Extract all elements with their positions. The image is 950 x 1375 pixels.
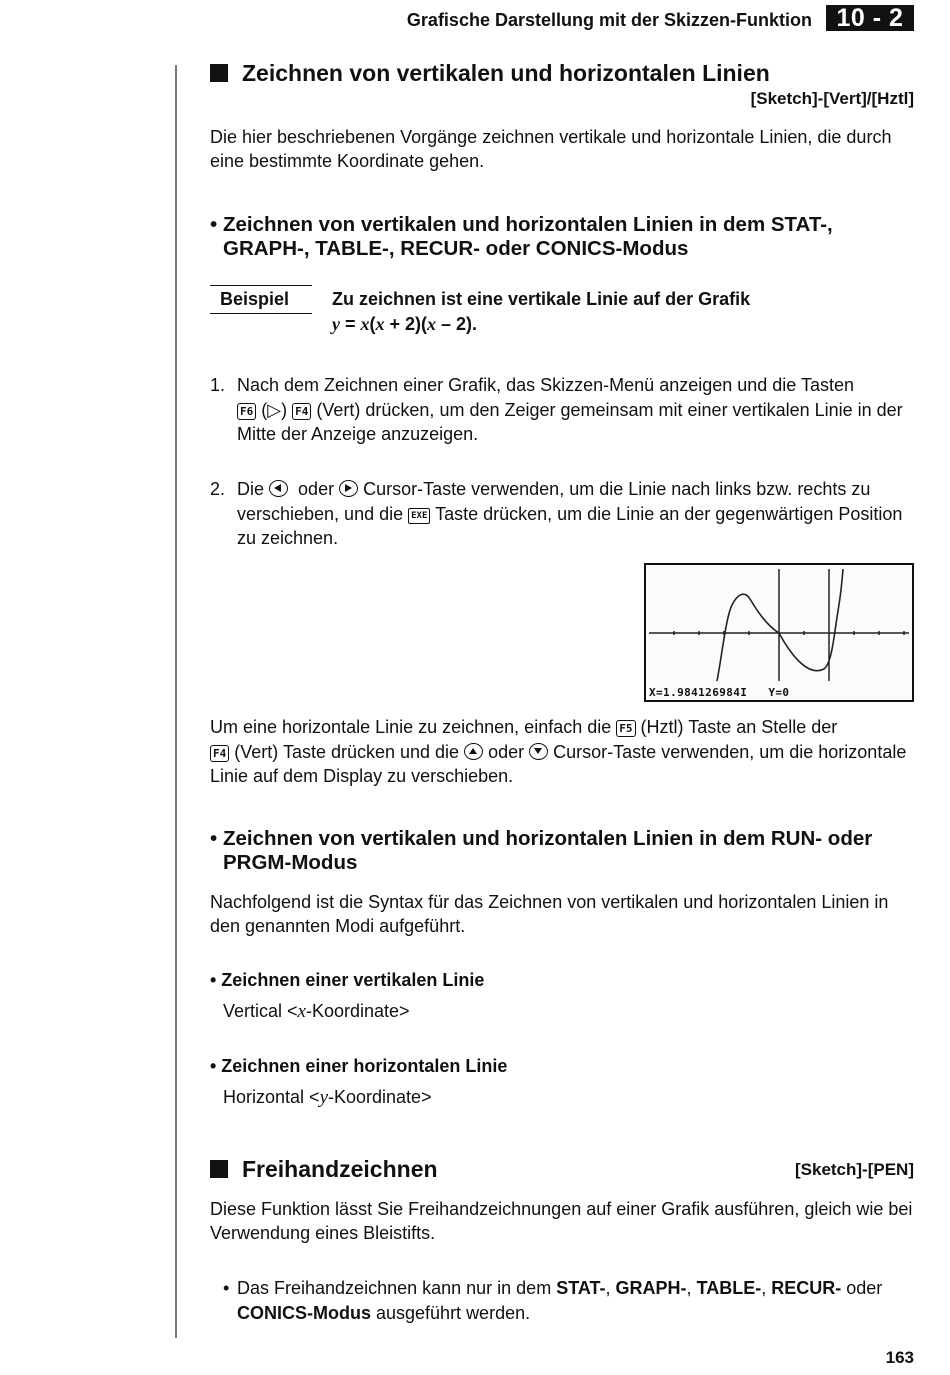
running-header-title: Grafische Darstellung mit der Skizzen-Funktion [406, 10, 812, 30]
f4-key-icon: F4 [292, 403, 311, 420]
intro-paragraph: Die hier beschriebenen Vorgänge zeichnen vertikale und horizontale Linien, die durch eine bestimmte Koordinate gehen. [210, 127, 892, 171]
graph-plot [646, 565, 912, 700]
vertical-syntax-heading: • Zeichnen einer vertikalen Linie [210, 970, 485, 990]
f4-key-icon: F4 [210, 745, 229, 762]
exe-key-icon: EXE [408, 508, 430, 524]
subsection-heading: • Zeichnen von vertikalen und horizontalen Linien in dem STAT-, GRAPH-, TABLE-, RECUR- oder CONICS-Modus [210, 213, 833, 260]
subsection-heading-run: • Zeichnen von vertikalen und horizontalen Linien in dem RUN- oder PRGM-Modus [210, 827, 873, 874]
example-label: Beispiel [210, 285, 312, 314]
freehand-intro: Diese Funktion lässt Sie Freihandzeichnungen auf einer Grafik ausführen, gleich wie bei Verwendung eines Bleistifts. [210, 1199, 913, 1243]
function-curve [717, 569, 843, 681]
margin-rule [175, 65, 177, 1338]
horizontal-line-paragraph: Um eine horizontale Linie zu zeichnen, einfach die F5 (Hztl) Taste an Stelle der F4 (Vert) Taste drücken und die oder Cursor-Taste verwenden, um die horizontale Linie auf dem Display zu verschieben. [210, 717, 907, 786]
f6-key-icon: F6 [237, 403, 256, 420]
down-arrow-key-icon [529, 743, 548, 760]
horizontal-syntax: Horizontal <y-Koordinate> [223, 1087, 432, 1108]
chapter-badge: 10 - 2 [826, 5, 914, 31]
page-number: 163 [885, 1348, 914, 1367]
vertical-syntax: Vertical <x-Koordinate> [223, 1001, 410, 1022]
freehand-note: • Das Freihandzeichnen kann nur in dem STAT-, GRAPH-, TABLE-, RECUR- oder CONICS-Modus ausgeführt werden. [223, 1278, 883, 1323]
square-bullet-icon [210, 1160, 228, 1178]
section-title-freehand: Freihandzeichnen [210, 1156, 438, 1183]
square-bullet-icon [210, 64, 228, 82]
left-arrow-key-icon [269, 480, 288, 497]
calculator-screen [644, 563, 914, 702]
step-2: 2. Die oder Cursor-Taste verwenden, um die Linie nach links bzw. rechts zu verschieben, und die EXE Taste drücken, um die Linie an der gegenwärtigen Position zu zeichnen. [210, 479, 903, 548]
key-reference-pen: [Sketch]-[PEN] [794, 1160, 914, 1179]
key-reference: [Sketch]-[Vert]/[Hztl] [750, 89, 914, 108]
right-arrow-key-icon [339, 480, 358, 497]
horizontal-syntax-heading: • Zeichnen einer horizontalen Linie [210, 1056, 508, 1076]
example-equation: y = x(x + 2)(x – 2). [332, 314, 478, 334]
syntax-intro: Nachfolgend ist die Syntax für das Zeichnen von vertikalen und horizontalen Linien in den genannten Modi aufgeführt. [210, 892, 889, 936]
example-text: Zu zeichnen ist eine vertikale Linie auf der Grafik y = x(x + 2)(x – 2). [332, 287, 750, 337]
coordinate-readout: X=1.984126984I Y=0 [649, 686, 790, 699]
f5-key-icon: F5 [616, 720, 635, 737]
up-arrow-key-icon [464, 743, 483, 760]
step-1: 1. Nach dem Zeichnen einer Grafik, das Skizzen-Menü anzeigen und die Tasten F6 (▷) F4 (Vert) drücken, um den Zeiger gemeinsam mit einer vertikalen Linie in der Mitte der Anzeige anzuzeigen. [210, 375, 903, 444]
section-title: Zeichnen von vertikalen und horizontalen Linien [210, 60, 770, 87]
